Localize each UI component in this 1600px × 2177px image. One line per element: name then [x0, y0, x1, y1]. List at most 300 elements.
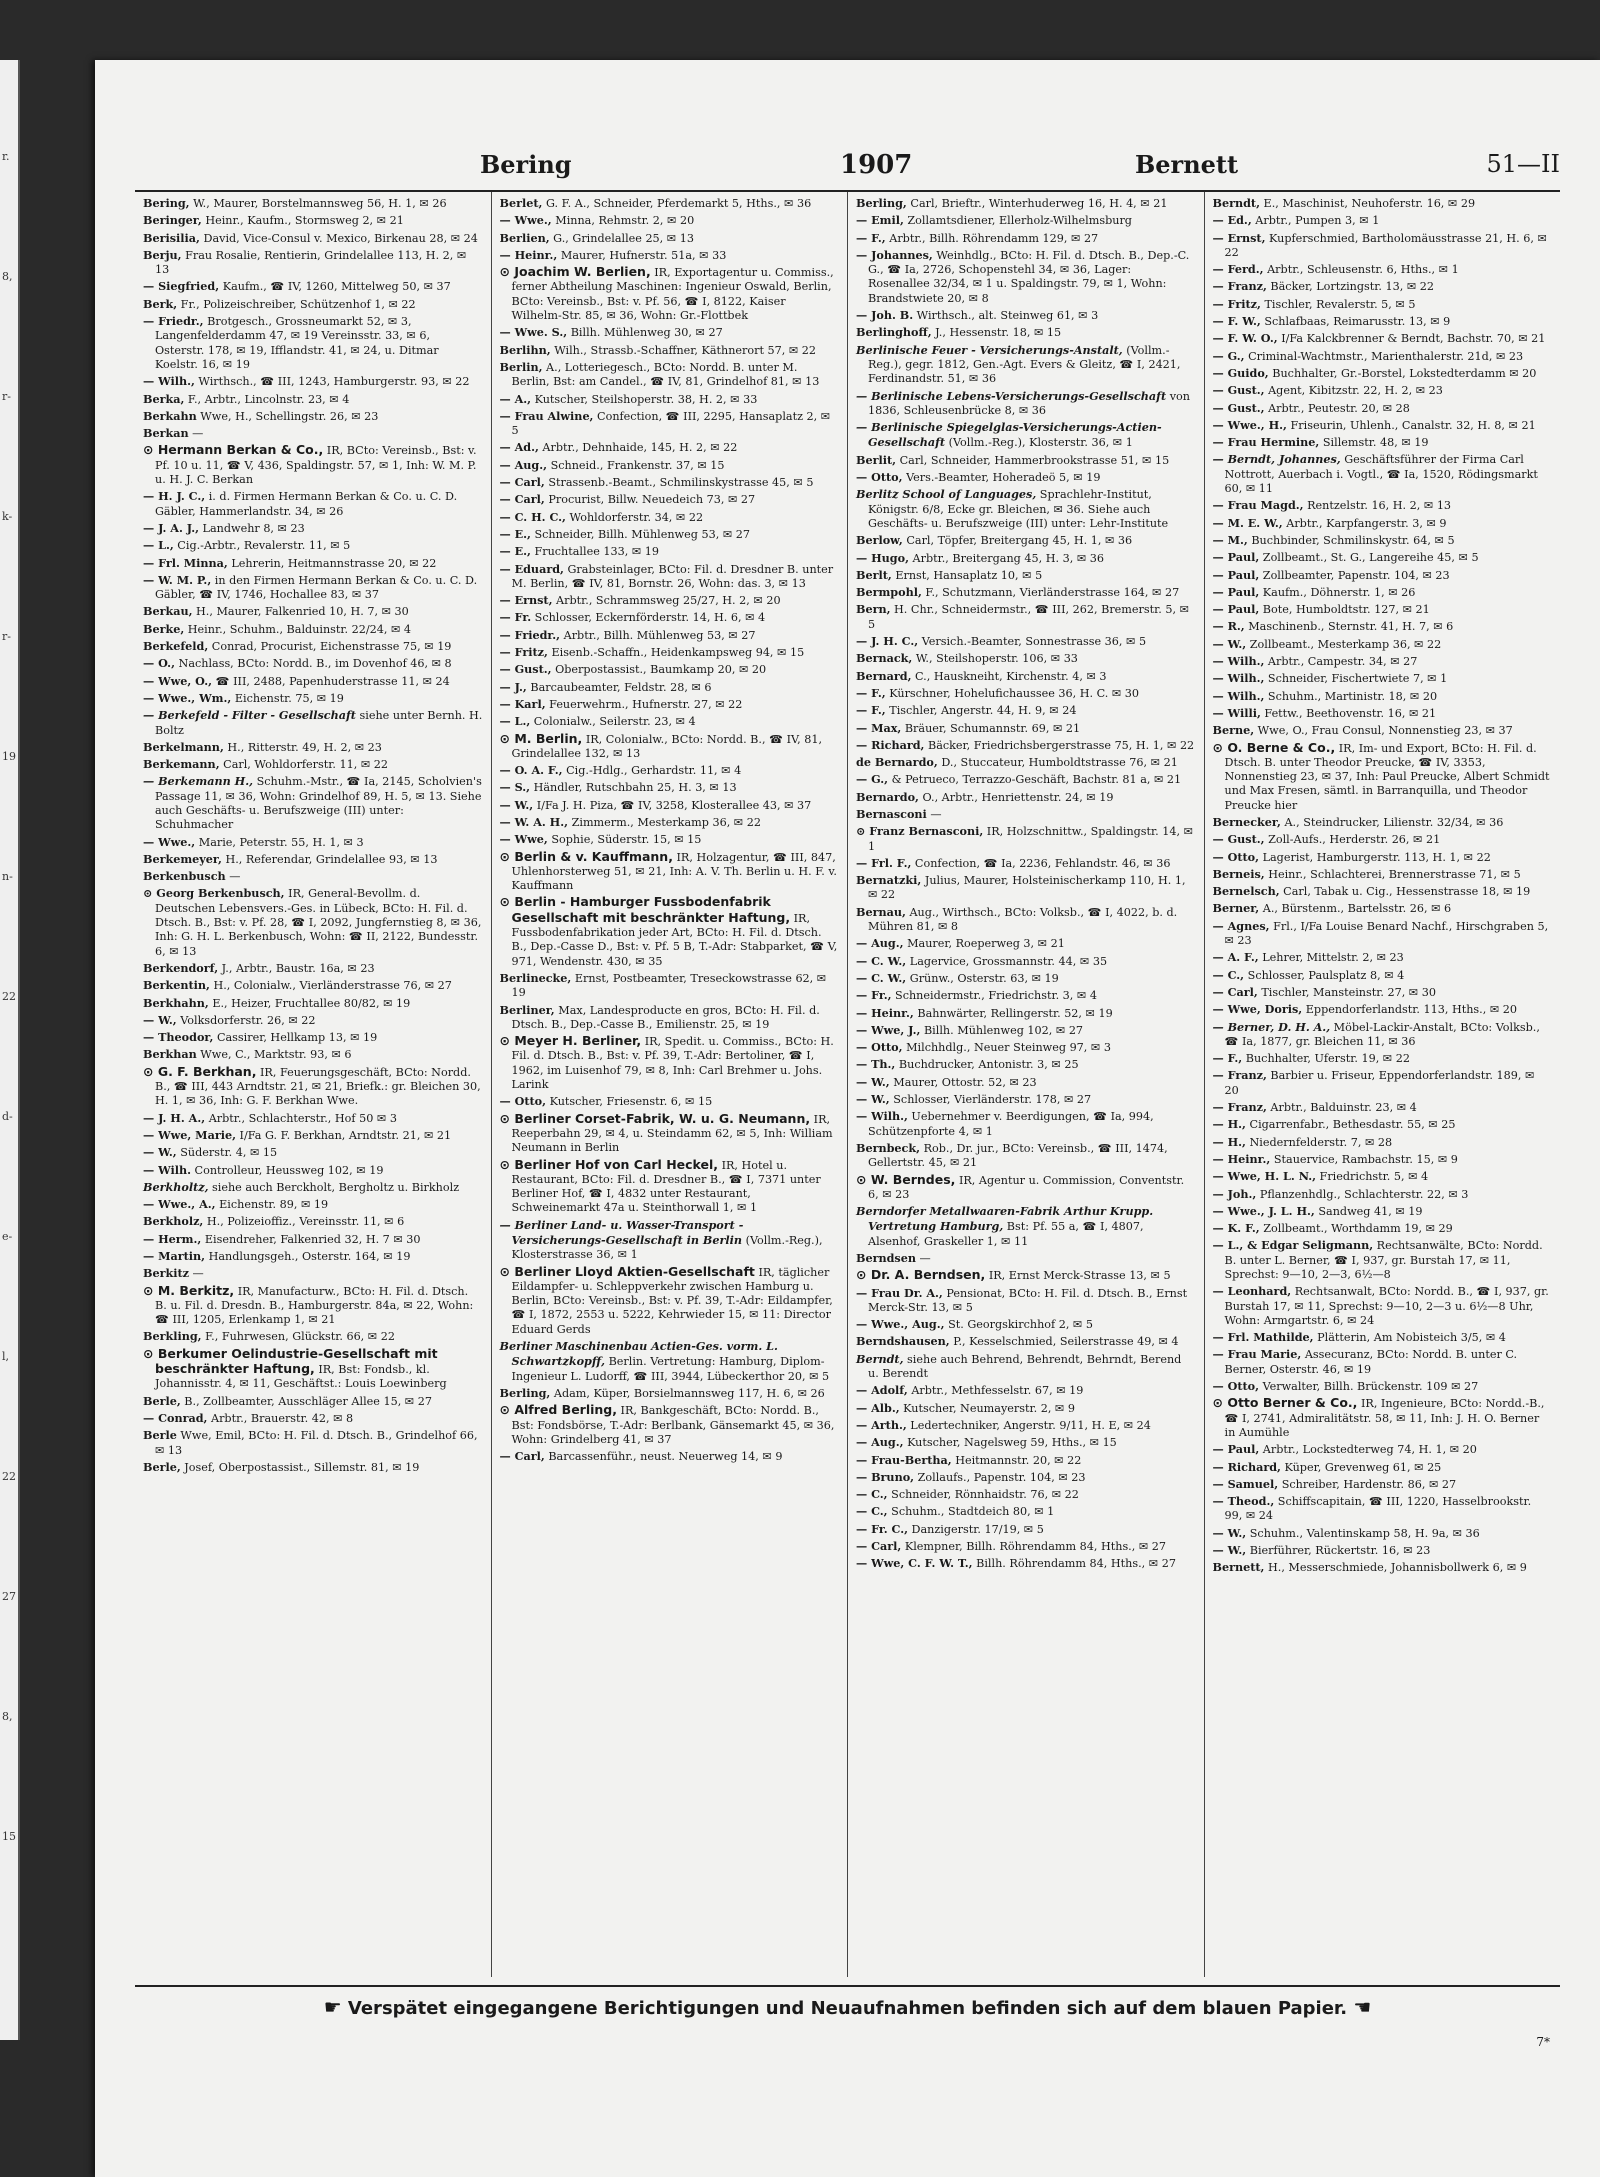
directory-entry — [856, 721, 1196, 736]
directory-entry — [856, 790, 1196, 805]
directory-entry — [500, 527, 840, 542]
entry-details: Zoll-Aufs., Herderstr. 26, ✉ 21 — [1264, 833, 1441, 847]
entry-name: — Berlinische Spiegelglas-Versicherungs-Actien-Gesellschaft — [856, 420, 1162, 450]
directory-entry — [1213, 213, 1553, 228]
entry-name: Berlitz School of Languages, — [856, 487, 1037, 502]
entry-name: — K. F., — [1212, 1221, 1260, 1236]
entry-name: — Carl, — [1212, 984, 1258, 999]
directory-entry — [143, 1266, 483, 1281]
directory-entry — [1213, 1135, 1553, 1150]
entry-name: — Otto, — [856, 1040, 903, 1055]
directory-entry — [500, 832, 840, 847]
entry-details: Arbtr., Dehnhaide, 145, H. 2, ✉ 22 — [538, 441, 738, 455]
entry-details: C., Hauskneiht, Kirchenstr. 4, ✉ 3 — [911, 669, 1107, 683]
entry-details: Rechtsanwalt, BCto: Nordd. B., ☎ I, 937, gr. Burstah 17, ✉ 11, Sprechst: 9—10, 2—3 u. 6½—8 Uhr, Wohn: Armgartstr. 6, ✉ 24 — [1224, 1285, 1549, 1327]
entry-details: Schlosser, Eckernförderstr. 14, H. 6, ✉ 4 — [531, 611, 766, 625]
entry-name: — Wilh., — [143, 374, 195, 389]
entry-details: F., Fuhrwesen, Glückstr. 66, ✉ 22 — [201, 1330, 395, 1344]
entry-name: — W., — [1212, 636, 1247, 651]
entry-name: — Carl, — [856, 1539, 902, 1554]
entry-name: — Paul, — [1212, 1442, 1260, 1457]
entry-name: Berlien, — [499, 230, 550, 245]
directory-entry — [856, 1251, 1196, 1266]
entry-name: Berkefeld, — [143, 639, 209, 654]
directory-entry — [1213, 1543, 1553, 1558]
directory-entry — [1213, 568, 1553, 583]
directory-entry — [500, 1003, 840, 1033]
entry-name: Bermpohl, — [856, 585, 922, 600]
entry-details: Billh. Mühlenweg 30, ✉ 27 — [567, 326, 723, 340]
entry-details: D., Stuccateur, Humboldtstrasse 76, ✉ 21 — [937, 756, 1178, 770]
entry-details: Fr., Polizeischreiber, Schützenhof 1, ✉ 22 — [177, 297, 416, 311]
entry-details: Procurist, Billw. Neuedeich 73, ✉ 27 — [544, 493, 756, 507]
entry-details: H., Referendar, Grindelallee 93, ✉ 13 — [221, 852, 438, 866]
directory-entry — [856, 487, 1196, 531]
entry-details: IR, Feuerungsgeschäft, BCto: Nordd. B., ☎ III, 443 Arndtstr. 21, ✉ 21, Briefk.: gr. Bleichen 30, H. 1, ✉ 36, Inh: G. F. Berkhan Wwe. — [155, 1065, 481, 1108]
entry-details: Strassenb.-Beamt., Schmilinskystrasse 45, ✉ 5 — [544, 476, 814, 490]
directory-entry — [856, 1057, 1196, 1072]
entry-name: — Eduard, — [499, 561, 564, 576]
entry-details: Bote, Humboldtstr. 127, ✉ 21 — [1259, 603, 1430, 617]
entry-name: — Max, — [856, 720, 902, 735]
directory-entry — [143, 1284, 483, 1328]
entry-details: Lehrerin, Heitmannstrasse 20, ✉ 22 — [227, 556, 437, 570]
entry-details: F., Schutzmann, Vierländerstrasse 164, ✉ 27 — [921, 586, 1180, 600]
directory-entry — [143, 1047, 483, 1062]
directory-entry — [856, 1556, 1196, 1571]
entry-details: Kupferschmied, Bartholomäusstrasse 21, H. 6, ✉ 22 — [1224, 231, 1547, 259]
entry-details: Assecuranz, BCto: Nordd. B. unter C. Berner, Osterstr. 46, ✉ 19 — [1224, 1348, 1518, 1376]
entry-details: Friedrichstr. 5, ✉ 4 — [1316, 1170, 1429, 1184]
entry-details: Oberpostassist., Baumkamp 20, ✉ 20 — [551, 663, 767, 677]
entry-name: — Arth., — [856, 1417, 907, 1432]
directory-entry — [856, 1286, 1196, 1316]
entry-details: Danzigerstr. 17/19, ✉ 5 — [907, 1522, 1044, 1536]
entry-details: Volksdorferstr. 26, ✉ 22 — [176, 1013, 316, 1027]
directory-entry — [143, 774, 483, 832]
directory-entry — [856, 1470, 1196, 1485]
directory-entry — [856, 470, 1196, 485]
entry-name: Bernecker, — [1212, 814, 1281, 829]
entry-details: G., Grindelallee 25, ✉ 13 — [549, 231, 694, 245]
directory-entry — [856, 1092, 1196, 1107]
entry-details: Buchbinder, Schmilinskystr. 64, ✉ 5 — [1247, 533, 1455, 547]
entry-details: Schneidermstr., Friedrichstr. 3, ✉ 4 — [891, 989, 1097, 1003]
entry-details: Klempner, Billh. Röhrendamm 84, Hths., ✉ 27 — [901, 1540, 1167, 1554]
entry-details: Carl, Wohldorferstr. 11, ✉ 22 — [219, 758, 389, 772]
directory-entry — [856, 1204, 1196, 1249]
directory-entry — [1213, 1442, 1553, 1457]
entry-details: Wwe, C., Marktstr. 93, ✉ 6 — [196, 1048, 352, 1062]
entry-details: Criminal-Wachtmstr., Marienthalerstr. 21d, ✉ 23 — [1244, 349, 1524, 363]
entry-name: — Wwe, C. F. W. T., — [856, 1556, 973, 1571]
margin-fragment: 27 — [2, 1590, 16, 1603]
entry-name: Berkahn — [143, 408, 197, 423]
entry-name: Berk, — [143, 296, 178, 311]
directory-columns — [135, 192, 1560, 1977]
entry-name: Berkholz, — [143, 1214, 204, 1229]
entry-details: Schuhm., Stadtdeich 80, ✉ 1 — [887, 1505, 1055, 1519]
entry-details: Schneid., Frankenstr. 37, ✉ 15 — [547, 458, 725, 472]
directory-entry — [856, 988, 1196, 1003]
entry-details: Uebernehmer v. Beerdigungen, ☎ Ia, 994, Schützenpforte 4, ✉ 1 — [868, 1110, 1154, 1138]
entry-details: Conrad, Procurist, Eichenstrasse 75, ✉ 19 — [208, 640, 452, 654]
footer-notice — [135, 1985, 1560, 2029]
entry-details: Lagerist, Hamburgerstr. 113, H. 1, ✉ 22 — [1259, 850, 1491, 864]
directory-entry — [143, 1232, 483, 1247]
directory-entry — [1213, 950, 1553, 965]
directory-entry — [500, 392, 840, 407]
entry-name: Berling, — [856, 196, 907, 210]
directory-entry — [500, 662, 840, 677]
entry-details: Barcassenführ., neust. Neuerweg 14, ✉ 9 — [544, 1450, 783, 1464]
entry-name: Berlit, — [856, 452, 897, 467]
entry-details: Arbtr., Peutestr. 20, ✉ 28 — [1264, 401, 1410, 415]
entry-name: — W., — [856, 1092, 890, 1107]
entry-name: Bering, — [143, 196, 190, 210]
directory-entry — [856, 1435, 1196, 1450]
entry-name: ⊙ M. Berkitz, — [143, 1282, 235, 1298]
directory-entry — [1213, 550, 1553, 565]
entry-name: Berlet, — [499, 196, 543, 210]
directory-entry — [1213, 1152, 1553, 1167]
entry-details: Maschinenb., Sternstr. 41, H. 7, ✉ 6 — [1244, 620, 1454, 634]
entry-name: — Frau Alwine, — [499, 408, 594, 423]
entry-details: Nachlass, BCto: Nordd. B., im Dovenhof 46, ✉ 8 — [174, 657, 452, 671]
entry-name: — E., — [499, 544, 531, 559]
entry-name: — J. H. A., — [143, 1110, 206, 1125]
margin-fragment: 22 — [2, 990, 16, 1003]
directory-entry — [1213, 1379, 1553, 1394]
entry-name: — Paul, — [1212, 567, 1260, 582]
entry-details: A., Steindrucker, Lilienstr. 32/34, ✉ 36 — [1280, 815, 1504, 829]
entry-name: — Frau Dr. A., — [856, 1285, 943, 1300]
entry-name: — Berkefeld - Filter - Gesellschaft — [143, 708, 356, 723]
entry-name: — Martin, — [143, 1249, 206, 1263]
entry-details: Adam, Küper, Borsielmannsweg 117, H. 6, ✉ 26 — [550, 1386, 825, 1400]
entry-details: Fruchtallee 133, ✉ 19 — [530, 545, 659, 559]
entry-name: — Paul, — [1212, 550, 1260, 565]
entry-details: Schiffscapitain, ☎ III, 1220, Hasselbrookstr. 99, ✉ 24 — [1224, 1495, 1532, 1523]
directory-entry — [143, 961, 483, 976]
entry-details: Maurer, Roeperweg 3, ✉ 21 — [903, 937, 1065, 951]
directory-entry — [856, 602, 1196, 632]
entry-details: A., Bürstenm., Bartelsstr. 26, ✉ 6 — [1259, 902, 1452, 916]
entry-name: — Heinr., — [1212, 1151, 1271, 1166]
entry-details: Schuhm.-Mstr., ☎ Ia, 2145, Scholvien's Passage 11, ✉ 36, Wohn: Grindelhof 89, H. 5, ✉ 13. Siehe auch Geschäfts- u. Berufszweige (III) unter: Schuhmacher — [155, 775, 482, 832]
directory-entry — [1213, 1526, 1553, 1541]
entry-name: — J., — [499, 679, 527, 694]
directory-entry — [500, 645, 840, 660]
directory-entry — [856, 213, 1196, 228]
directory-entry — [856, 669, 1196, 684]
entry-name: — G., — [1212, 348, 1245, 363]
entry-details: Pensionat, BCto: H. Fil. d. Dtsch. B., Ernst Merck-Str. 13, ✉ 5 — [868, 1286, 1188, 1314]
entry-name: — W. M. P., — [143, 572, 212, 587]
entry-name: Bern, — [856, 602, 891, 617]
entry-name: — Frl. F., — [856, 855, 912, 870]
directory-entry — [1213, 435, 1553, 450]
directory-entry — [143, 708, 483, 738]
entry-name: — F. W., — [1212, 314, 1261, 329]
entry-details: Stauervice, Rambachstr. 15, ✉ 9 — [1270, 1152, 1458, 1166]
directory-entry — [500, 196, 840, 211]
directory-entry — [1213, 1002, 1553, 1017]
directory-entry — [856, 954, 1196, 969]
directory-entry — [500, 763, 840, 778]
entry-name: Berkendorf, — [143, 960, 219, 975]
entry-name: Berliner Maschinenbau Actien-Ges. vorm. L. Schwartzkopff, — [499, 1339, 778, 1369]
directory-entry — [143, 1428, 483, 1458]
column-2 — [492, 192, 849, 1977]
directory-entry — [143, 1394, 483, 1409]
directory-entry — [143, 869, 483, 884]
directory-entry — [500, 1218, 840, 1263]
entry-name: ⊙ Berliner Corset-Fabrik, W. u. G. Neumann, — [499, 1110, 811, 1126]
entry-details: — — [189, 1267, 204, 1281]
entry-name: de Bernardo, — [856, 755, 938, 770]
directory-entry — [856, 1539, 1196, 1554]
entry-details: Zollbeamter, Papenstr. 104, ✉ 23 — [1259, 568, 1450, 582]
directory-entry — [1213, 314, 1553, 329]
entry-name: — H. J. C., — [143, 489, 206, 504]
directory-entry — [143, 1214, 483, 1229]
entry-name: — Wwe., A., — [143, 1197, 216, 1212]
margin-fragment: e- — [2, 1230, 13, 1243]
entry-name: — Agnes, — [1212, 918, 1270, 933]
entry-details: Eichenstr. 89, ✉ 19 — [215, 1198, 329, 1212]
entry-details: Verwalter, Billh. Brückenstr. 109 ✉ 27 — [1259, 1380, 1479, 1394]
directory-entry — [500, 850, 840, 894]
entry-name: — Wwe. S., — [499, 325, 568, 340]
entry-details: Aug., Wirthsch., BCto: Volksb., ☎ I, 4022, b. d. Mühren 81, ✉ 8 — [868, 905, 1178, 934]
entry-details: Eisendreher, Falkenried 32, H. 7 ✉ 30 — [201, 1232, 421, 1246]
directory-entry — [143, 392, 483, 407]
directory-entry — [143, 374, 483, 389]
entry-details: Vers.-Beamter, Hoheradeö 5, ✉ 19 — [902, 471, 1101, 485]
entry-name: — W., — [499, 797, 534, 812]
directory-entry — [500, 409, 840, 439]
entry-details: Billh. Röhrendamm 84, Hths., ✉ 27 — [972, 1557, 1176, 1571]
directory-entry — [500, 343, 840, 358]
directory-entry — [143, 757, 483, 772]
entry-name: ⊙ G. F. Berkhan, — [143, 1063, 257, 1079]
directory-entry — [1213, 850, 1553, 865]
entry-name: Berlt, — [856, 567, 892, 582]
entry-details: Josef, Oberpostassist., Sillemstr. 81, ✉ 19 — [180, 1460, 420, 1474]
directory-entry — [143, 248, 483, 278]
entry-name: Berndt, — [1212, 196, 1260, 210]
entry-name: — S., — [499, 780, 531, 795]
directory-entry — [1213, 706, 1553, 721]
entry-details: IR, Ingenieure, BCto: Nordd.-B., ☎ I, 2741, Admiralitätstr. 58, ✉ 11, Inh: J. H. O. Berner in Aumühle — [1224, 1397, 1545, 1439]
entry-details: B., Zollbeamter, Ausschläger Allee 15, ✉ 27 — [180, 1394, 432, 1408]
entry-name: Berka, — [143, 391, 185, 406]
entry-name: — Alb., — [856, 1400, 900, 1415]
directory-entry — [856, 1141, 1196, 1171]
entry-details: Arbtr., Schrammsweg 25/27, H. 2, ✉ 20 — [552, 594, 781, 608]
directory-entry — [1213, 383, 1553, 398]
directory-entry — [500, 475, 840, 490]
directory-entry — [1213, 1460, 1553, 1475]
entry-details: Plätterin, Am Nobisteich 3/5, ✉ 4 — [1313, 1331, 1506, 1345]
directory-entry — [856, 651, 1196, 666]
entry-name: — Gust., — [499, 662, 552, 677]
entry-name: — Otto, — [856, 470, 903, 485]
entry-name: ⊙ M. Berlin, — [499, 730, 583, 746]
entry-details: Wwe, O., Frau Consul, Nonnenstieg 23, ✉ 37 — [1254, 724, 1513, 738]
directory-entry — [856, 1006, 1196, 1021]
directory-entry — [1213, 654, 1553, 669]
entry-details: Controlleur, Heussweg 102, ✉ 19 — [190, 1163, 384, 1177]
entry-name: Berneis, — [1212, 866, 1265, 881]
directory-entry — [500, 1339, 840, 1384]
entry-details: ☎ III, 2488, Papenhuderstrasse 11, ✉ 24 — [212, 674, 450, 688]
entry-details: Versich.-Beamter, Sonnestrasse 36, ✉ 5 — [918, 635, 1147, 649]
entry-details: Bräuer, Schumannstr. 69, ✉ 21 — [901, 721, 1081, 735]
entry-name: — F., — [856, 230, 886, 245]
directory-entry — [856, 568, 1196, 583]
entry-name: ⊙ W. Berndes, — [856, 1171, 956, 1187]
entry-name: — Joh. B. — [856, 308, 914, 323]
directory-entry — [856, 1522, 1196, 1537]
entry-name: — A., — [499, 391, 532, 406]
entry-details: Wwe, H., Schellingstr. 26, ✉ 23 — [196, 409, 379, 423]
directory-entry — [500, 1403, 840, 1447]
entry-name: — Guido, — [1212, 365, 1269, 380]
entry-details: Eppendorferlandstr. 113, Hths., ✉ 20 — [1302, 1003, 1517, 1017]
entry-name: — O., — [143, 656, 175, 671]
entry-name: — C. W., — [856, 970, 907, 985]
margin-fragment: r- — [2, 630, 11, 643]
entry-details: Cigarrenfabr., Bethesdastr. 55, ✉ 25 — [1245, 1118, 1456, 1132]
entry-details: siehe auch Berckholt, Bergholtz u. Birkholz — [208, 1180, 460, 1194]
entry-details: H. Chr., Schneidermstr., ☎ III, 262, Bremerstr. 5, ✉ 5 — [868, 603, 1189, 631]
entry-name: — Adolf, — [856, 1383, 908, 1398]
entry-details: Heinr., Schlachterei, Brennerstrasse 71, ✉ 5 — [1264, 867, 1521, 881]
entry-details: Kaufm., ☎ IV, 1260, Mittelweg 50, ✉ 37 — [219, 280, 451, 294]
directory-entry — [856, 308, 1196, 323]
entry-details: Heinr., Kaufm., Stormsweg 2, ✉ 21 — [201, 214, 404, 228]
directory-entry — [1213, 619, 1553, 634]
directory-entry — [1213, 1204, 1553, 1219]
entry-details: Carl, Tabak u. Cig., Hessenstrasse 18, ✉ 19 — [1279, 885, 1531, 899]
entry-details: Arbtr., Schleusenstr. 6, Hths., ✉ 1 — [1263, 263, 1459, 277]
entry-name: ⊙ Berlin & v. Kauffmann, — [499, 848, 673, 864]
entry-details: Maurer, Ottostr. 52, ✉ 23 — [889, 1075, 1037, 1089]
entry-details: E., Heizer, Fruchtallee 80/82, ✉ 19 — [208, 996, 411, 1010]
entry-name: — Wwe, Doris, — [1212, 1002, 1303, 1017]
entry-name: Berkenbusch — [143, 869, 226, 884]
entry-details: IR, BCto: Vereinsb., Bst: v. Pf. 10 u. 11, ☎ V, 436, Spaldingstr. 57, ✉ 1, Inh: W. M. P. u. H. J. C. Berkan — [155, 444, 477, 487]
directory-entry — [143, 489, 483, 519]
entry-name: ⊙ Berkumer Oelindustrie-Gesellschaft mit beschränkter Haftung, — [143, 1345, 438, 1377]
directory-entry — [143, 852, 483, 867]
entry-name: — Richard, — [856, 737, 925, 752]
directory-entry — [143, 996, 483, 1011]
directory-entry — [1213, 1347, 1553, 1377]
entry-details: Schneider, Fischertwiete 7, ✉ 1 — [1264, 672, 1448, 686]
entry-details: Bahnwärter, Rellingerstr. 52, ✉ 19 — [913, 1006, 1113, 1020]
directory-entry — [1213, 452, 1553, 496]
entry-name: — Karl, — [499, 696, 546, 711]
directory-entry — [143, 691, 483, 706]
entry-name: — Berner, D. H. A., — [1212, 1019, 1331, 1034]
entry-name: Bernatzki, — [856, 873, 922, 888]
directory-entry — [856, 1383, 1196, 1398]
entry-name: — Frau-Bertha, — [856, 1452, 952, 1467]
entry-name: Bernardo, — [856, 789, 919, 804]
entry-details: Feuerwehrm., Hufnerstr. 27, ✉ 22 — [545, 697, 743, 711]
entry-name: — Richard, — [1212, 1459, 1281, 1474]
directory-entry — [856, 533, 1196, 548]
entry-details: Barcaubeamter, Feldstr. 28, ✉ 6 — [526, 680, 712, 694]
entry-details: Ernst, Hansaplatz 10, ✉ 5 — [891, 568, 1043, 582]
directory-entry — [500, 325, 840, 340]
entry-name: Bernard, — [856, 668, 912, 683]
directory-entry — [143, 1249, 483, 1264]
directory-entry — [1213, 418, 1553, 433]
directory-entry — [500, 458, 840, 473]
entry-details: Tischler, Revalerstr. 5, ✉ 5 — [1260, 297, 1416, 311]
entry-name: — Siegfried, — [143, 279, 220, 294]
entry-name: Berndsen — [856, 1251, 916, 1265]
directory-entry — [1213, 231, 1553, 261]
directory-entry — [856, 325, 1196, 340]
directory-entry — [1213, 832, 1553, 847]
entry-name: ⊙ O. Berne & Co., — [1212, 739, 1336, 755]
entry-name: ⊙ Dr. A. Berndsen, — [856, 1267, 986, 1283]
directory-entry — [856, 738, 1196, 753]
entry-name: ⊙ Alfred Berling, — [499, 1402, 617, 1418]
directory-entry — [143, 1347, 483, 1392]
entry-details: Zollamtsdiener, Ellerholz-Wilhelmsburg — [903, 214, 1132, 228]
directory-entry — [1213, 297, 1553, 312]
entry-details: Ledertechniker, Angerstr. 9/11, H. E, ✉ 24 — [906, 1418, 1151, 1432]
entry-name: — Berliner Land- u. Wasser-Transport - Versicherungs-Gesellschaft in Berlin — [499, 1217, 744, 1247]
entry-details: Wirthsch., alt. Steinweg 61, ✉ 3 — [913, 309, 1099, 323]
directory-entry — [500, 492, 840, 507]
entry-name: — Wwe., J. L. H., — [1212, 1203, 1315, 1218]
entry-details: I/Fa Kalckbrenner & Berndt, Bachstr. 70, ✉ 21 — [1277, 332, 1546, 346]
entry-details: H., Maurer, Falkenried 10, H. 7, ✉ 30 — [192, 605, 409, 619]
entry-details: Carl, Töpfer, Breitergang 45, H. 1, ✉ 36 — [902, 534, 1133, 548]
entry-name: — W., — [143, 1012, 177, 1027]
entry-name: — Aug., — [499, 457, 548, 472]
directory-entry — [500, 562, 840, 592]
entry-name: ⊙ Berliner Hof von Carl Heckel, — [499, 1156, 719, 1172]
entry-details: Friseurin, Uhlenh., Canalstr. 32, H. 8, ✉ 21 — [1286, 418, 1536, 432]
directory-entry — [500, 628, 840, 643]
page-number: 51—II — [1486, 150, 1560, 178]
entry-details: Arbtr., Brauerstr. 42, ✉ 8 — [207, 1411, 354, 1425]
directory-entry — [1213, 741, 1553, 813]
entry-details: Zollbeamt., Mesterkamp 36, ✉ 22 — [1246, 637, 1442, 651]
corner-mark: 7* — [1536, 2035, 1550, 2049]
entry-name: — M., — [1212, 532, 1248, 547]
entry-name: Berndorfer Metallwaaren-Fabrik Arthur Krupp. Vertretung Hamburg, — [856, 1204, 1154, 1234]
entry-name: Berkling, — [143, 1329, 202, 1344]
directory-entry — [856, 231, 1196, 246]
directory-entry — [143, 1411, 483, 1426]
entry-name: — Emil, — [856, 213, 904, 228]
entry-name: — Wwe, O., — [143, 673, 213, 688]
directory-entry — [1213, 1100, 1553, 1115]
directory-entry — [856, 1317, 1196, 1332]
entry-name: — F., — [856, 703, 886, 718]
directory-entry — [856, 248, 1196, 306]
entry-details: IR, Spedit. u. Commiss., BCto: H. Fil. d. Dtsch. B., Bst: v. Pf. 39, T.-Adr: Bertoliner, ☎ I, 1962, im Luisenhof 79, ✉ 8, Inh: Carl Brehmer u. Johs. Larink — [511, 1035, 834, 1092]
